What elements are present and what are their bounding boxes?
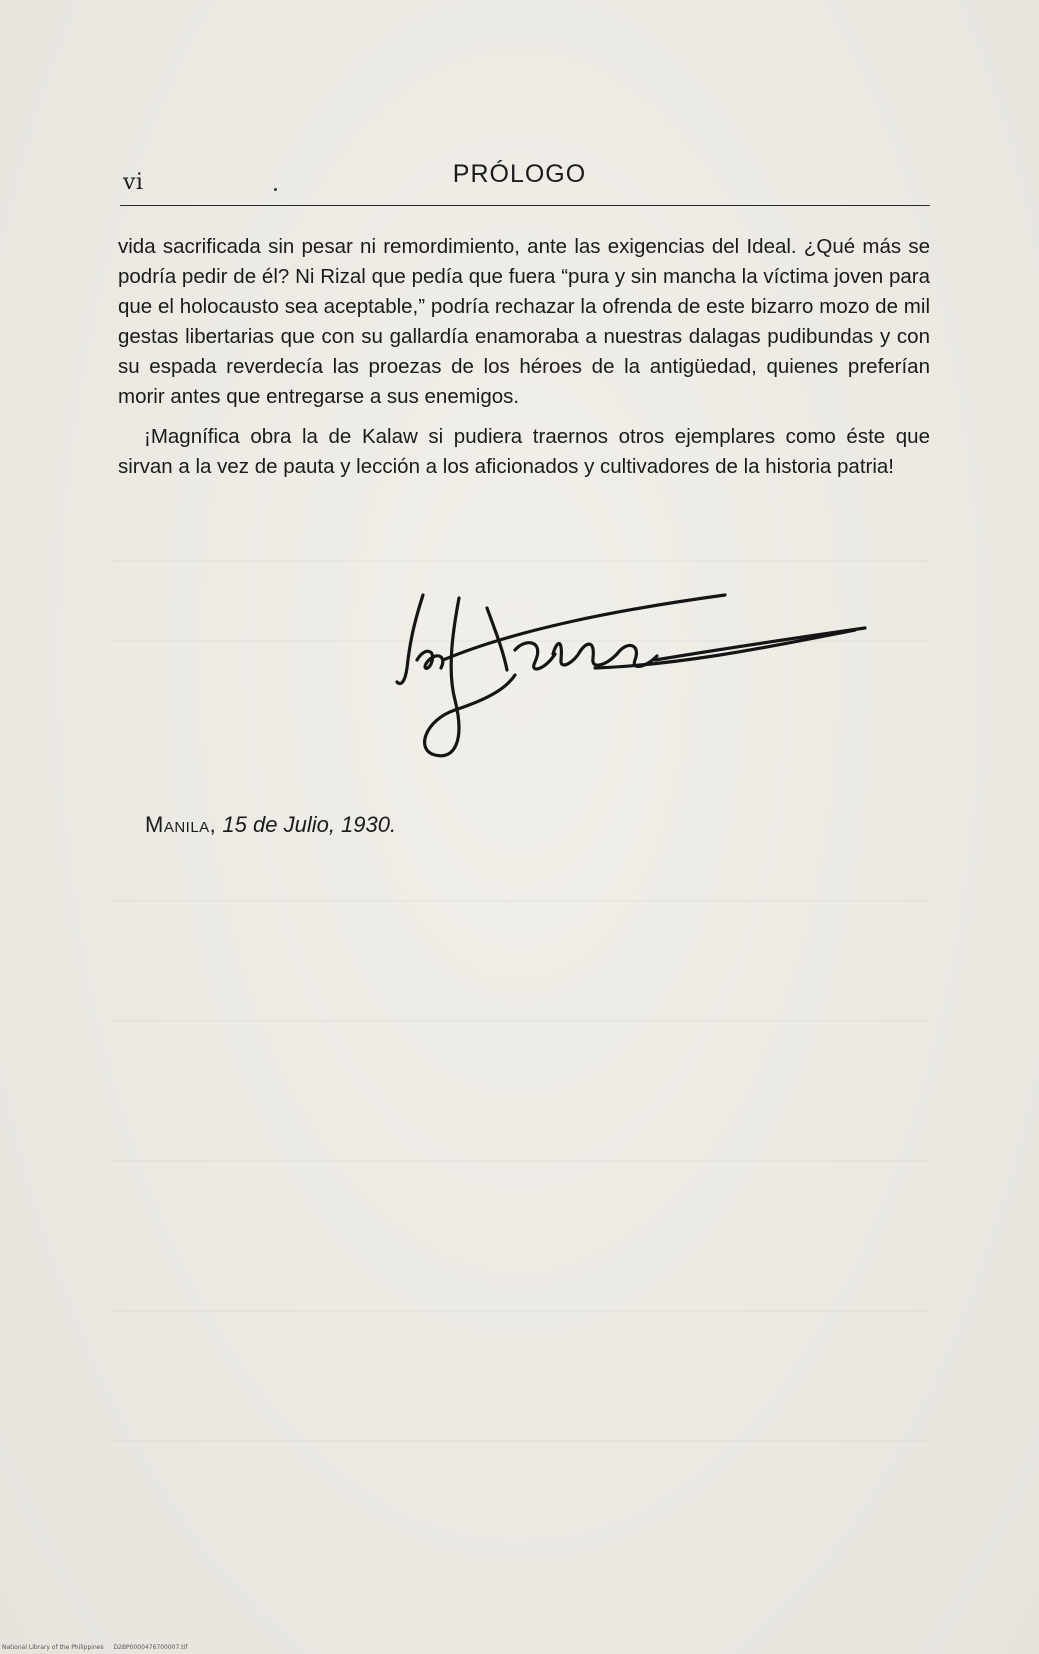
- paragraph: ¡Magnífica obra la de Kalaw si pudiera traernos otros ejemplares como éste que sirvan a la vez de pauta y lección a los aficionados y cultivadores de la historia patria!: [118, 425, 930, 478]
- show-through-line: [110, 1160, 930, 1162]
- show-through-line: [110, 560, 930, 562]
- show-through-line: [110, 900, 930, 902]
- scan-credit-institution: National Library of the Philippines: [2, 1644, 104, 1651]
- dateline-city: Manila,: [145, 812, 217, 837]
- body-text: [118, 232, 930, 482]
- page-number: vi: [123, 170, 144, 195]
- signature-image: [395, 590, 935, 790]
- running-head: PRÓLOGO: [452, 160, 587, 188]
- dateline: [145, 812, 396, 838]
- scan-credit: [2, 1644, 187, 1651]
- dateline-date: 15 de Julio, 1930.: [222, 812, 397, 837]
- scan-credit-code: D2BP0000476700007.tif: [113, 1644, 188, 1651]
- header-rule: [120, 205, 930, 206]
- paragraph: vida sacrificada sin pesar ni remordimiento, ante las exigencias del Ideal. ¿Qué más se podría pedir de él? Ni Rizal que pedía que fuera “pura y sin mancha la víctima joven para que el holocausto sea aceptable,” podría rechazar la ofrenda de este bizarro mozo de mil gestas libertarias que con su gallardía enamoraba a nuestras dalagas pudibundas y con su espada reverdecía las proezas de los héroes de la antigüedad, quienes preferían morir antes que entregarse a sus enemigos.: [118, 235, 930, 408]
- show-through-line: [110, 1440, 930, 1442]
- show-through-line: [110, 1310, 930, 1312]
- show-through-line: [110, 1020, 930, 1022]
